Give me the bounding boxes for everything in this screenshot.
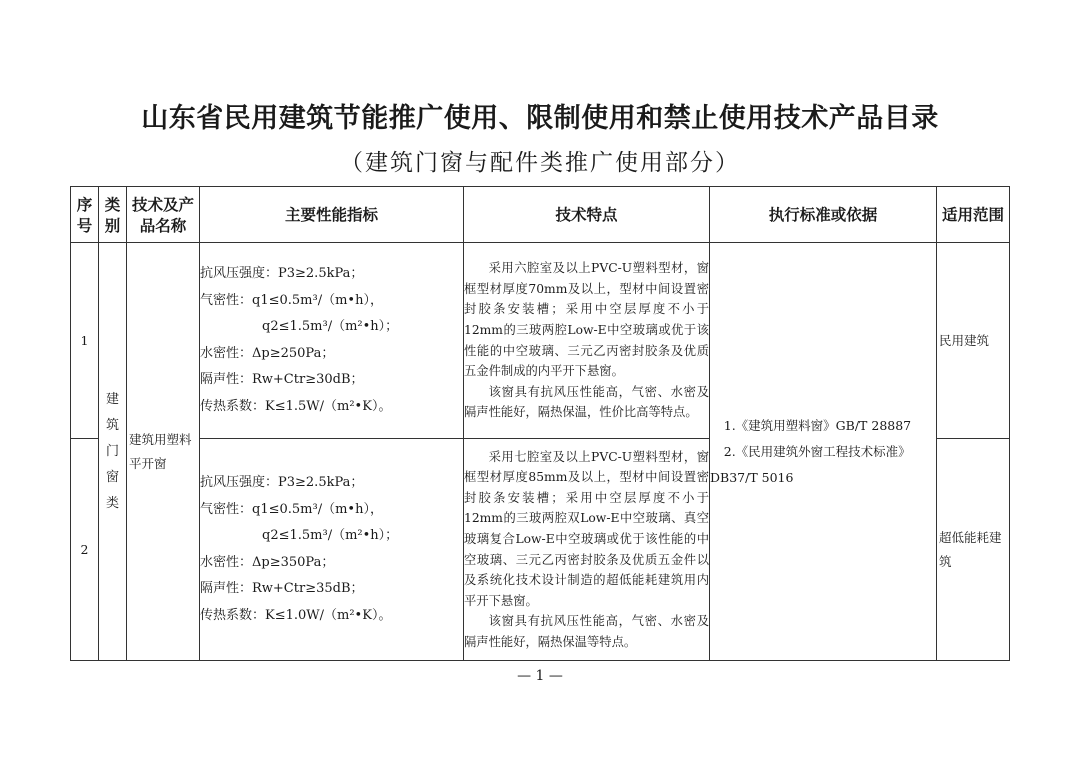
document-title: 山东省民用建筑节能推广使用、限制使用和禁止使用技术产品目录 — [141, 103, 939, 134]
features-cell — [464, 243, 710, 439]
document-subtitle: （建筑门窗与配件类推广使用部分） — [340, 150, 740, 176]
feature-paragraph: 该窗具有抗风压性能高，气密、水密及隔声性能好，隔热保温，性价比高等特点。 — [464, 384, 709, 420]
header-category: 类别 — [99, 187, 127, 243]
header-standards: 执行标准或依据 — [710, 187, 937, 243]
perf-heat: 传热系数：K≤1.0W/（m²•K）。 — [200, 607, 392, 623]
product-name: 建筑用塑料平开窗 — [129, 432, 192, 471]
row-scope: 超低能耗建筑 — [937, 439, 1010, 661]
header-scope: 适用范围 — [937, 187, 1010, 243]
perf-air-2: q2≤1.5m³/（m²•h）； — [262, 528, 399, 543]
perf-water: 水密性：Δp≥250Pa； — [200, 345, 335, 361]
row-seq: 2 — [71, 439, 99, 661]
category-label: 建筑门窗类 — [106, 391, 120, 511]
header-seq: 序号 — [71, 187, 99, 243]
header-product: 技术及产品名称 — [127, 187, 200, 243]
perf-sound: 隔声性：Rw+Ctr≥35dB； — [200, 581, 364, 596]
performance-cell — [200, 439, 464, 661]
page-number: — 1 — — [517, 668, 563, 684]
perf-air-1: 气密性：q1≤0.5m³/（m•h）， — [200, 501, 383, 517]
header-performance: 主要性能指标 — [200, 187, 464, 243]
features-cell — [464, 439, 710, 661]
table-row — [71, 243, 1010, 439]
header-features: 技术特点 — [464, 187, 710, 243]
perf-air-2: q2≤1.5m³/（m²•h）； — [262, 319, 399, 334]
product-catalog-table — [70, 186, 1010, 661]
row-scope: 民用建筑 — [937, 243, 1010, 439]
perf-heat: 传热系数：K≤1.5W/（m²•K）。 — [200, 398, 392, 414]
row-seq: 1 — [71, 243, 99, 439]
performance-cell — [200, 243, 464, 439]
standards-cell — [710, 243, 937, 661]
product-cell — [127, 243, 200, 661]
feature-paragraph: 采用六腔室及以上PVC-U塑料型材，窗框型材厚度70mm及以上，型材中间设置密封胶条安装槽；采用中空层厚度不小于12mm的三玻两腔Low-E中空玻璃或优于该性能的中空玻璃、三元乙丙密封胶条及优质五金件制成的内平开下悬窗。 — [464, 261, 709, 379]
table-header-row — [71, 187, 1010, 243]
standard-item: 2.《民用建筑外窗工程技术标准》DB37/T 5016 — [710, 443, 911, 485]
feature-paragraph: 采用七腔室及以上PVC-U塑料型材，窗框型材厚度85mm及以上，型材中间设置密封胶条安装槽；采用中空层厚度不小于12mm的三玻两腔双Low-E中空玻璃、真空玻璃复合Low-E中空玻璃或优于该性能的中空玻璃、三元乙丙密封胶条及优质五金件以及系统化技术设计制造的超低能耗建筑用内平开下悬窗。 — [464, 449, 709, 608]
perf-air-1: 气密性：q1≤0.5m³/（m•h）， — [200, 292, 383, 308]
perf-water: 水密性：Δp≥350Pa； — [200, 554, 335, 570]
perf-wind: 抗风压强度：P3≥2.5kPa； — [200, 266, 364, 281]
standard-item: 1.《建筑用塑料窗》GB/T 28887 — [723, 417, 912, 433]
category-cell — [99, 243, 127, 661]
feature-paragraph: 该窗具有抗风压性能高，气密、水密及隔声性能好，隔热保温等特点。 — [464, 614, 709, 649]
perf-wind: 抗风压强度：P3≥2.5kPa； — [200, 475, 364, 490]
perf-sound: 隔声性：Rw+Ctr≥30dB； — [200, 372, 364, 387]
